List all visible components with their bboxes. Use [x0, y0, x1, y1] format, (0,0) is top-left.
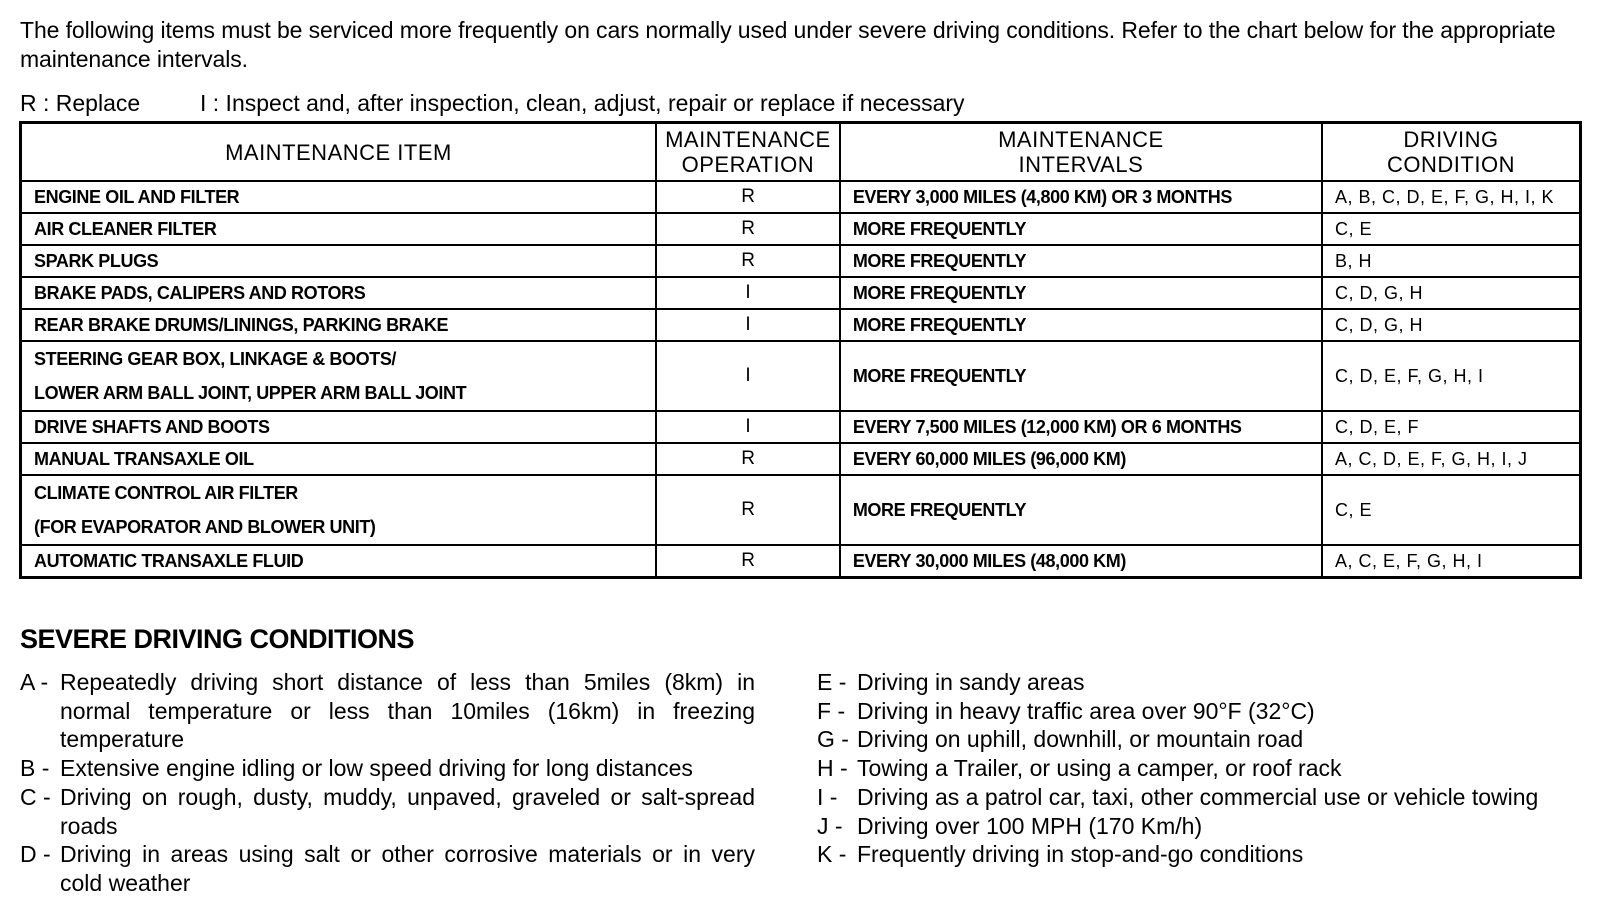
- driving-condition: C, D, E, F: [1322, 411, 1581, 443]
- severe-conditions-list-right: [817, 668, 1587, 869]
- condition-letter: E -: [817, 669, 847, 695]
- condition-letter: A -: [20, 669, 49, 695]
- table-row: [21, 545, 1581, 578]
- driving-condition: C, E: [1322, 213, 1581, 245]
- table-row: [21, 309, 1581, 341]
- list-item: [817, 754, 1587, 783]
- legend-line: [20, 89, 965, 117]
- maintenance-interval: MORE FREQUENTLY: [840, 341, 1322, 411]
- condition-text: Driving in sandy areas: [857, 669, 1085, 695]
- header-intervals-line2: INTERVALS: [1018, 152, 1144, 177]
- maintenance-operation: I: [656, 309, 840, 341]
- maintenance-interval: EVERY 60,000 MILES (96,000 KM): [840, 443, 1322, 475]
- condition-letter: I -: [817, 783, 838, 810]
- driving-condition: C, D, E, F, G, H, I: [1322, 341, 1581, 411]
- condition-text: Repeatedly driving short distance of less than 5miles (8km) in normal temperature or less than 10miles (16km) in freezing temperature: [60, 669, 755, 753]
- table-row: [21, 245, 1581, 277]
- table-header-row: [21, 123, 1581, 182]
- list-item: [20, 783, 755, 840]
- header-condition-line2: CONDITION: [1387, 152, 1515, 177]
- header-operation-line2: OPERATION: [681, 152, 815, 177]
- legend-inspect: I : Inspect and, after inspection, clean, adjust, repair or replace if necessary: [200, 90, 965, 116]
- table-row: [21, 341, 1581, 411]
- maintenance-interval: MORE FREQUENTLY: [840, 277, 1322, 309]
- maintenance-interval: MORE FREQUENTLY: [840, 213, 1322, 245]
- table-row: [21, 277, 1581, 309]
- maintenance-interval: MORE FREQUENTLY: [840, 245, 1322, 277]
- driving-condition: C, E: [1322, 475, 1581, 545]
- header-maintenance-intervals: [840, 123, 1322, 182]
- maintenance-interval: MORE FREQUENTLY: [840, 475, 1322, 545]
- list-item: [20, 754, 755, 783]
- condition-letter: K -: [817, 841, 847, 868]
- header-driving-condition: [1322, 123, 1581, 182]
- maintenance-item: REAR BRAKE DRUMS/LININGS, PARKING BRAKE: [21, 309, 656, 341]
- condition-letter: D -: [20, 841, 51, 868]
- maintenance-item: BRAKE PADS, CALIPERS AND ROTORS: [21, 277, 656, 309]
- header-maintenance-operation: [656, 123, 840, 182]
- condition-letter: G -: [817, 726, 849, 753]
- table-row: [21, 443, 1581, 475]
- maintenance-item-line1: CLIMATE CONTROL AIR FILTER: [34, 483, 298, 503]
- condition-text: Driving on rough, dusty, muddy, unpaved, graveled or salt-spread roads: [60, 783, 755, 839]
- list-item: [817, 783, 1587, 812]
- maintenance-table: [19, 121, 1582, 579]
- table-row: [21, 411, 1581, 443]
- condition-letter: F -: [817, 697, 846, 724]
- condition-text: Driving over 100 MPH (170 Km/h): [857, 812, 1203, 839]
- list-item: [817, 725, 1587, 754]
- header-condition-line1: DRIVING: [1403, 127, 1499, 152]
- intro-paragraph: The following items must be serviced more frequently on cars normally used under severe driving conditions. Refer to the chart below for the appropriate maintenance intervals.: [20, 17, 1556, 72]
- maintenance-operation: R: [656, 245, 840, 277]
- list-item: [817, 812, 1587, 841]
- maintenance-interval: EVERY 3,000 MILES (4,800 KM) OR 3 MONTHS: [840, 181, 1322, 213]
- list-item: [20, 668, 755, 754]
- maintenance-operation: I: [656, 411, 840, 443]
- header-intervals-line1: MAINTENANCE: [998, 127, 1164, 152]
- condition-letter: B -: [20, 755, 50, 782]
- driving-condition: A, B, C, D, E, F, G, H, I, K: [1322, 181, 1581, 213]
- maintenance-item: AIR CLEANER FILTER: [21, 213, 656, 245]
- driving-condition: C, D, G, H: [1322, 277, 1581, 309]
- condition-text: Driving on uphill, downhill, or mountain road: [857, 726, 1304, 753]
- legend-replace: R : Replace: [20, 90, 141, 116]
- table-row: [21, 213, 1581, 245]
- table-row: [21, 475, 1581, 545]
- maintenance-item: [21, 341, 656, 411]
- maintenance-item-line1: STEERING GEAR BOX, LINKAGE & BOOTS/: [34, 349, 397, 369]
- maintenance-item: SPARK PLUGS: [21, 245, 656, 277]
- condition-letter: H -: [817, 755, 848, 782]
- maintenance-item-line2: (FOR EVAPORATOR AND BLOWER UNIT): [34, 517, 376, 537]
- list-item: [20, 840, 755, 897]
- condition-text: Frequently driving in stop-and-go conditions: [857, 841, 1304, 868]
- maintenance-operation: R: [656, 475, 840, 545]
- maintenance-operation: I: [656, 277, 840, 309]
- condition-letter: C -: [20, 783, 51, 810]
- condition-text: Towing a Trailer, or using a camper, or roof rack: [857, 755, 1342, 782]
- header-maintenance-item: MAINTENANCE ITEM: [21, 123, 656, 182]
- maintenance-operation: I: [656, 341, 840, 411]
- list-item: [817, 697, 1587, 726]
- condition-letter: J -: [817, 812, 843, 839]
- severe-conditions-title: SEVERE DRIVING CONDITIONS: [20, 624, 415, 654]
- driving-condition: B, H: [1322, 245, 1581, 277]
- maintenance-interval: MORE FREQUENTLY: [840, 309, 1322, 341]
- driving-condition: C, D, G, H: [1322, 309, 1581, 341]
- maintenance-operation: R: [656, 545, 840, 578]
- header-operation-line1: MAINTENANCE: [665, 127, 831, 152]
- maintenance-interval: EVERY 30,000 MILES (48,000 KM): [840, 545, 1322, 578]
- list-item: [817, 840, 1587, 869]
- driving-condition: A, C, D, E, F, G, H, I, J: [1322, 443, 1581, 475]
- maintenance-operation: R: [656, 181, 840, 213]
- driving-condition: A, C, E, F, G, H, I: [1322, 545, 1581, 578]
- maintenance-item: MANUAL TRANSAXLE OIL: [21, 443, 656, 475]
- maintenance-operation: R: [656, 443, 840, 475]
- severe-conditions-list-left: [20, 668, 755, 898]
- maintenance-item: AUTOMATIC TRANSAXLE FLUID: [21, 545, 656, 578]
- maintenance-item: DRIVE SHAFTS AND BOOTS: [21, 411, 656, 443]
- maintenance-item: ENGINE OIL AND FILTER: [21, 181, 656, 213]
- condition-text: Driving in heavy traffic area over 90°F (32°C): [857, 697, 1315, 724]
- maintenance-item: [21, 475, 656, 545]
- maintenance-interval: EVERY 7,500 MILES (12,000 KM) OR 6 MONTHS: [840, 411, 1322, 443]
- maintenance-operation: R: [656, 213, 840, 245]
- list-item: [817, 668, 1587, 697]
- maintenance-item-line2: LOWER ARM BALL JOINT, UPPER ARM BALL JOINT: [34, 383, 467, 403]
- condition-text: Driving in areas using salt or other corrosive materials or in very cold weather: [60, 841, 755, 896]
- table-row: [21, 181, 1581, 213]
- condition-text: Driving as a patrol car, taxi, other commercial use or vehicle towing: [857, 783, 1539, 810]
- condition-text: Extensive engine idling or low speed driving for long distances: [60, 755, 693, 782]
